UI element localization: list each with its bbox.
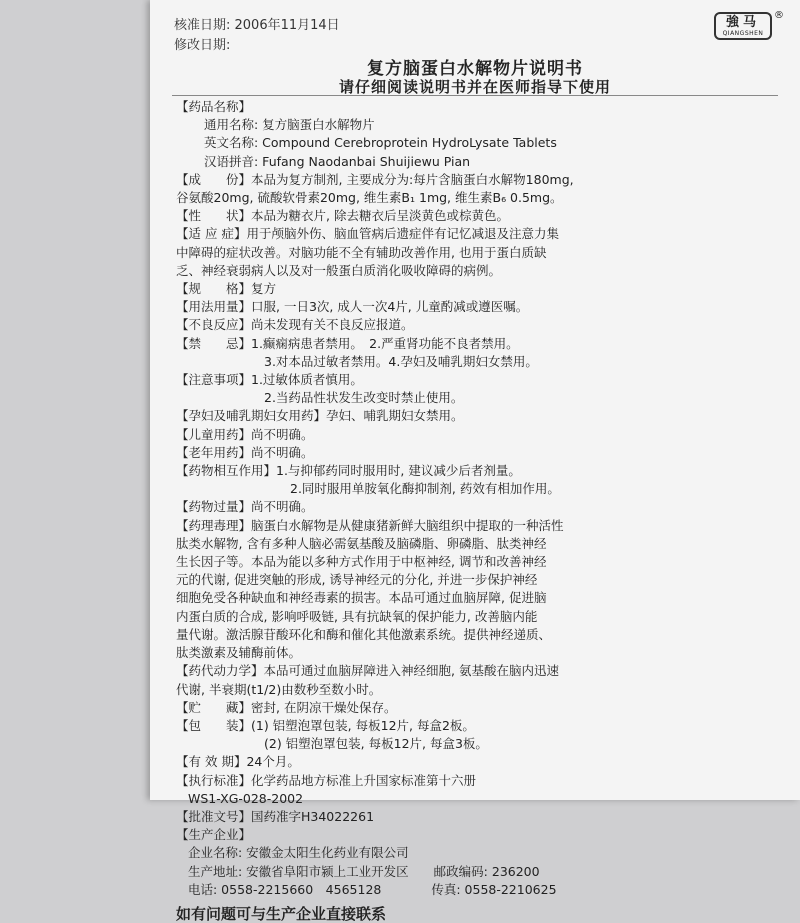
section-adverse-reactions: 【不良反应】尚未发现有关不良反应报道。 (176, 317, 414, 333)
section-geriatric: 【老年用药】尚不明确。 (176, 444, 314, 460)
document-subtitle: 请仔细阅读说明书并在医师指导下使用 (338, 78, 611, 96)
manufacturer-phone-fax: 电话: 0558-2215660 4565128 传真: 0558-2210625 (188, 881, 557, 897)
section-pharmacology: 【药理毒理】脑蛋白水解物是从健康猪新鲜大脑组织中提取的一种活性 (176, 517, 564, 533)
contact-notice: 如有问题可与生产企业直接联系 (176, 904, 387, 923)
section-drug-name: 【药品名称】 (176, 99, 252, 114)
section-interactions: 【药物相互作用】1.与抑郁药同时服用时, 建议减少后者剂量。 (176, 463, 521, 479)
manufacturer-address: 生产地址: 安徽省阜阳市颍上工业开发区 邮政编码: 236200 (188, 863, 540, 879)
english-name: 英文名称: Compound Cerebroprotein HydroLysate Tablets (204, 135, 557, 151)
logo-cn-text: 強马 (725, 15, 760, 30)
document-title: 复方脑蛋白水解物片说明书 (367, 59, 583, 79)
section-package: 【包 装】(1) 铝塑泡罩包装, 每板12片, 每盒2板。 (176, 717, 475, 733)
interactions-cont: 2.同时服用单胺氧化酶抑制剂, 药效有相加作用。 (290, 481, 560, 497)
indications-cont-2: 乏、神经衰弱病人以及对一般蛋白质消化吸收障碍的病例。 (176, 262, 502, 278)
section-pregnancy: 【孕妇及哺乳期妇女用药】孕妇、哺乳期妇女禁用。 (176, 408, 464, 424)
section-standard: 【执行标准】化学药品地方标准上升国家标准第十六册 (176, 772, 477, 788)
section-overdose: 【药物过量】尚不明确。 (176, 499, 314, 515)
brand-logo (714, 12, 772, 40)
generic-name: 通用名称: 复方脑蛋白水解物片 (204, 117, 375, 133)
section-precautions: 【注意事项】1.过敏体质者慎用。 (176, 372, 363, 388)
section-contraindications: 【禁 忌】1.癫痫病患者禁用。 2.严重肾功能不良者禁用。 (176, 335, 519, 351)
section-specification: 【规 格】复方 (176, 281, 277, 297)
indications-cont-1: 中障碍的症状改善。对脑功能不全有辅助改善作用, 也用于蛋白质缺 (176, 244, 547, 260)
pharmacology-cont-4: 细胞免受各种缺血和神经毒素的损害。本品可通过血脑屏障, 促进脑 (176, 590, 547, 606)
section-dosage: 【用法用量】口服, 一日3次, 成人一次4片, 儿童酌减或遵医嘱。 (176, 299, 529, 315)
registered-mark: ® (774, 10, 784, 21)
section-pharmacokinetics: 【药代动力学】本品可通过血脑屏障进入神经细胞, 氨基酸在脑内迅速 (176, 663, 559, 679)
section-shelf-life: 【有 效 期】24个月。 (176, 754, 300, 770)
section-indications: 【适 应 症】用于颅脑外伤、脑血管病后遗症伴有记忆减退及注意力集 (176, 226, 559, 242)
leaflet-sheet (150, 0, 800, 923)
pharmacology-cont-5: 内蛋白质的合成, 影响呼吸链, 具有抗缺氧的保护能力, 改善脑内能 (176, 608, 538, 624)
leaflet-body (176, 98, 776, 923)
pharmacology-cont-7: 肽类激素及辅酶前体。 (176, 645, 302, 661)
section-appearance: 【性 状】本品为糖衣片, 除去糖衣后呈淡黄色或棕黄色。 (176, 208, 509, 224)
pharmacokinetics-cont: 代谢, 半衰期(t1/2)由数秒至数小时。 (176, 681, 382, 697)
manufacturer-name: 企业名称: 安徽金太阳生化药业有限公司 (188, 845, 409, 861)
standard-code: WS1-XG-028-2002 (188, 790, 304, 806)
package-cont: (2) 铝塑泡罩包装, 每板12片, 每盒3板。 (264, 736, 488, 752)
pharmacology-cont-6: 量代谢。激活腺苷酸环化和酶和催化其他激素系统。提供神经递质、 (176, 626, 552, 642)
logo-en-text: QIANGSHEN (722, 30, 764, 37)
title-divider (172, 95, 778, 96)
pharmacology-cont-3: 元的代谢, 促进突触的形成, 诱导神经元的分化, 并进一步保护神经 (176, 572, 538, 588)
section-storage: 【贮 藏】密封, 在阴凉干燥处保存。 (176, 699, 397, 715)
pharmacology-cont-1: 肽类水解物, 含有多种人脑必需氨基酸及脑磷脂、卵磷脂、肽类神经 (176, 535, 547, 551)
section-manufacturer: 【生产企业】 (176, 827, 252, 843)
precautions-cont: 2.当药品性状发生改变时禁止使用。 (264, 390, 464, 406)
section-pediatric: 【儿童用药】尚不明确。 (176, 426, 314, 442)
contraindications-cont: 3.对本品过敏者禁用。4.孕妇及哺乳期妇女禁用。 (264, 353, 538, 369)
section-ingredients: 【成 份】本品为复方制剂, 主要成分为:每片含脑蛋白水解物180mg, (176, 171, 574, 187)
pharmacology-cont-2: 生长因子等。本品为能以多种方式作用于中枢神经, 调节和改善神经 (176, 554, 547, 570)
approval-date: 核准日期: 2006年11月14日 (174, 18, 340, 33)
ingredients-cont: 谷氨酸20mg, 硫酸软骨素20mg, 维生素B₁ 1mg, 维生素B₆ 0.5mg。 (176, 190, 563, 206)
pinyin-name: 汉语拼音: Fufang Naodanbai Shuijiewu Pian (204, 153, 471, 169)
revision-date: 修改日期: (174, 38, 231, 53)
section-approval-number: 【批准文号】国药准字H34022261 (176, 808, 375, 824)
